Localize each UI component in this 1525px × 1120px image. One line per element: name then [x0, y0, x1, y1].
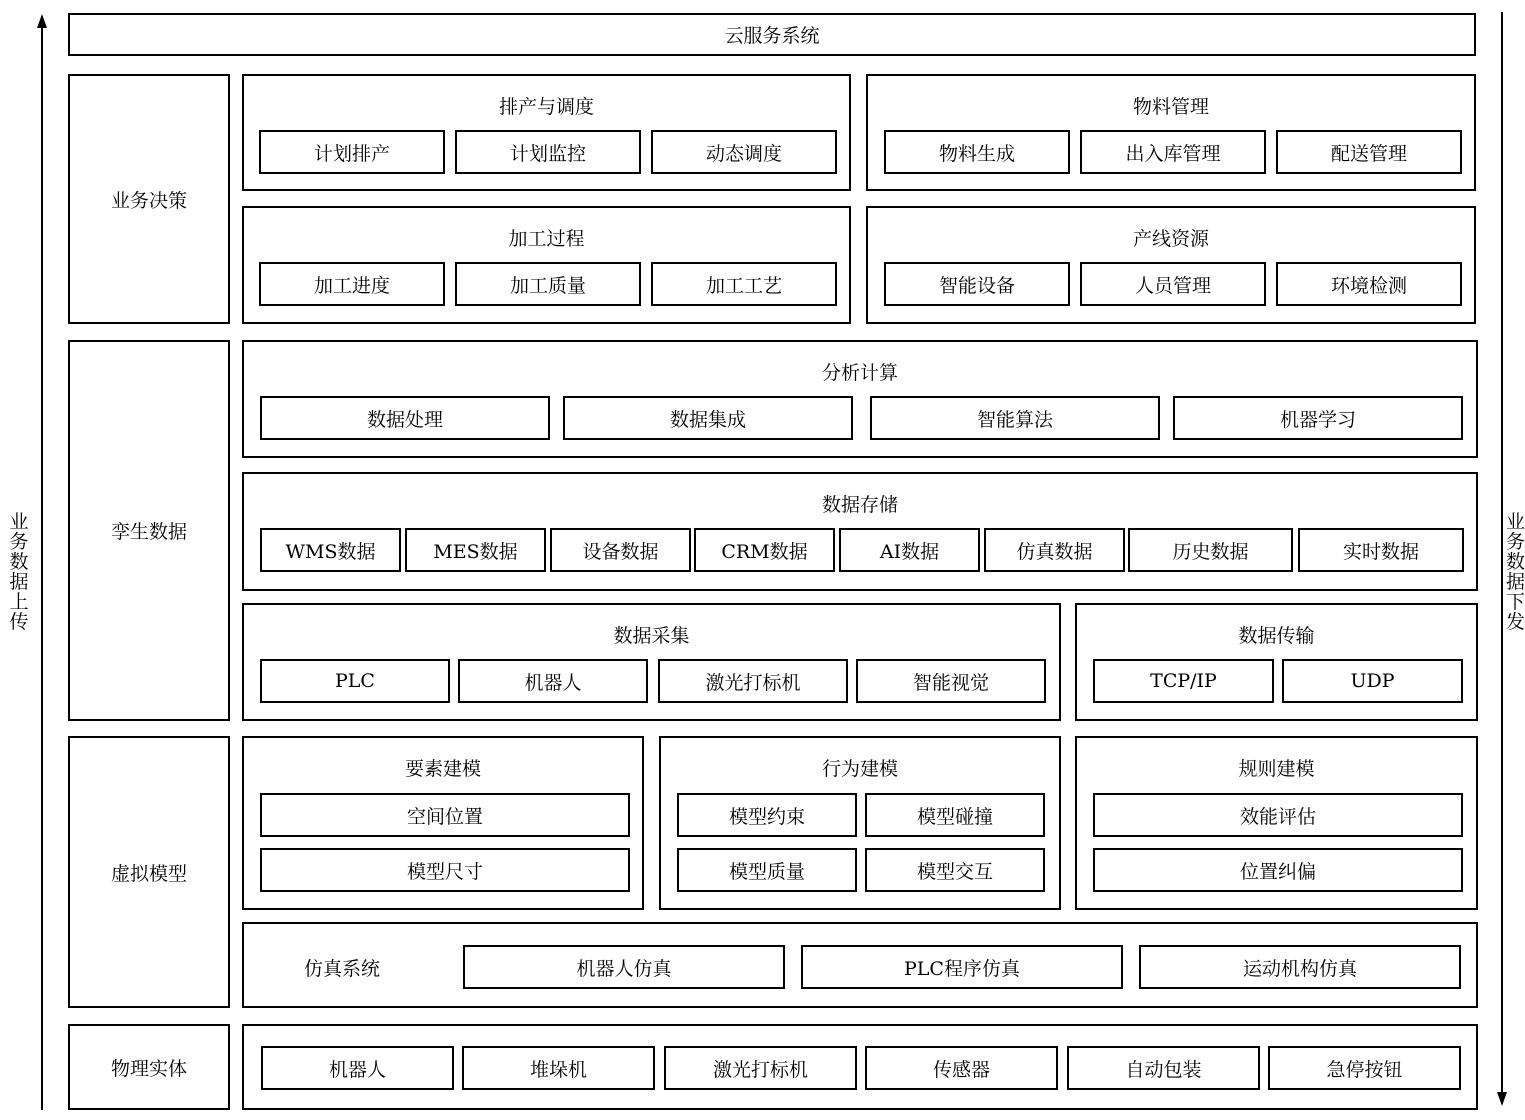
item-model-collision: 模型碰撞	[865, 793, 1045, 837]
item-plc-program-simulation: PLC程序仿真	[801, 945, 1123, 989]
upload-arrow-head	[37, 14, 47, 28]
group-element-modeling	[242, 736, 644, 910]
item-simulation-data: 仿真数据	[984, 528, 1125, 572]
group-behavior-modeling	[659, 736, 1061, 910]
item-dynamic-dispatch: 动态调度	[651, 130, 837, 174]
layer-virtual-model: 虚拟模型	[68, 736, 230, 1008]
group-physical-entities	[242, 1024, 1478, 1110]
group-title: 数据传输	[1238, 625, 1315, 647]
item-equipment-data: 设备数据	[550, 528, 691, 572]
group-title: 数据采集	[613, 625, 690, 647]
item-plan-monitoring: 计划监控	[455, 130, 641, 174]
item-auto-packaging: 自动包装	[1067, 1046, 1260, 1090]
group-process	[242, 206, 851, 324]
group-title: 要素建模	[404, 758, 481, 780]
item-process-quality: 加工质量	[455, 262, 641, 306]
item-smart-algorithm: 智能算法	[870, 396, 1160, 440]
group-transfer	[1075, 603, 1478, 721]
group-resources	[866, 206, 1476, 324]
item-position-correction: 位置纠偏	[1093, 848, 1463, 892]
item-model-constraint: 模型约束	[677, 793, 857, 837]
item-mes-data: MES数据	[405, 528, 546, 572]
download-arrow-label: 业务数据下发	[1506, 511, 1525, 633]
item-motion-mechanism-simulation: 运动机构仿真	[1139, 945, 1461, 989]
item-data-processing: 数据处理	[260, 396, 550, 440]
group-storage	[242, 472, 1478, 591]
item-realtime-data: 实时数据	[1298, 528, 1464, 572]
item-material-generation: 物料生成	[884, 130, 1070, 174]
layer-twin-data: 孪生数据	[68, 340, 230, 721]
group-title: 物料管理	[1132, 96, 1209, 118]
item-delivery-management: 配送管理	[1276, 130, 1462, 174]
item-stacker: 堆垛机	[462, 1046, 655, 1090]
item-smart-equipment: 智能设备	[884, 262, 1070, 306]
item-process-technique: 加工工艺	[651, 262, 837, 306]
cloud-service-bar: 云服务系统	[68, 13, 1476, 56]
layer-business-decision: 业务决策	[68, 74, 230, 324]
layer-physical-entity: 物理实体	[68, 1024, 230, 1110]
item-personnel-management: 人员管理	[1080, 262, 1266, 306]
item-efficiency-evaluation: 效能评估	[1093, 793, 1463, 837]
group-collection	[242, 603, 1061, 721]
download-arrow-head	[1497, 1092, 1507, 1106]
item-tcp-ip: TCP/IP	[1093, 659, 1274, 703]
group-title: 加工过程	[508, 228, 585, 250]
item-data-integration: 数据集成	[563, 396, 853, 440]
group-title: 仿真系统	[304, 958, 381, 980]
group-analysis	[242, 340, 1478, 458]
item-environment-detection: 环境检测	[1276, 262, 1462, 306]
group-title: 行为建模	[821, 758, 898, 780]
group-simulation-system	[242, 922, 1478, 1008]
upload-arrow-label: 业务数据上传	[9, 511, 29, 633]
group-rule-modeling	[1075, 736, 1478, 910]
item-robot: 机器人	[458, 659, 648, 703]
group-scheduling	[242, 74, 851, 191]
item-emergency-stop: 急停按钮	[1268, 1046, 1461, 1090]
group-title: 产线资源	[1132, 228, 1209, 250]
item-warehouse-management: 出入库管理	[1080, 130, 1266, 174]
item-model-interaction: 模型交互	[865, 848, 1045, 892]
item-model-size: 模型尺寸	[260, 848, 630, 892]
item-ai-data: AI数据	[839, 528, 980, 572]
item-sensor: 传感器	[865, 1046, 1058, 1090]
item-laser-marker: 激光打标机	[658, 659, 848, 703]
item-laser-marker-entity: 激光打标机	[664, 1046, 857, 1090]
group-title: 规则建模	[1238, 758, 1315, 780]
item-machine-learning: 机器学习	[1173, 396, 1463, 440]
item-robot-entity: 机器人	[261, 1046, 454, 1090]
item-model-quality: 模型质量	[677, 848, 857, 892]
item-plc: PLC	[260, 659, 450, 703]
item-wms-data: WMS数据	[260, 528, 401, 572]
item-crm-data: CRM数据	[694, 528, 835, 572]
item-history-data: 历史数据	[1128, 528, 1293, 572]
group-title: 排产与调度	[498, 96, 594, 118]
item-robot-simulation: 机器人仿真	[463, 945, 785, 989]
group-title: 数据存储	[821, 494, 898, 516]
item-smart-vision: 智能视觉	[856, 659, 1046, 703]
group-material	[866, 74, 1476, 191]
item-process-progress: 加工进度	[259, 262, 445, 306]
item-udp: UDP	[1282, 659, 1463, 703]
item-plan-scheduling: 计划排产	[259, 130, 445, 174]
item-spatial-position: 空间位置	[260, 793, 630, 837]
group-title: 分析计算	[821, 362, 898, 384]
